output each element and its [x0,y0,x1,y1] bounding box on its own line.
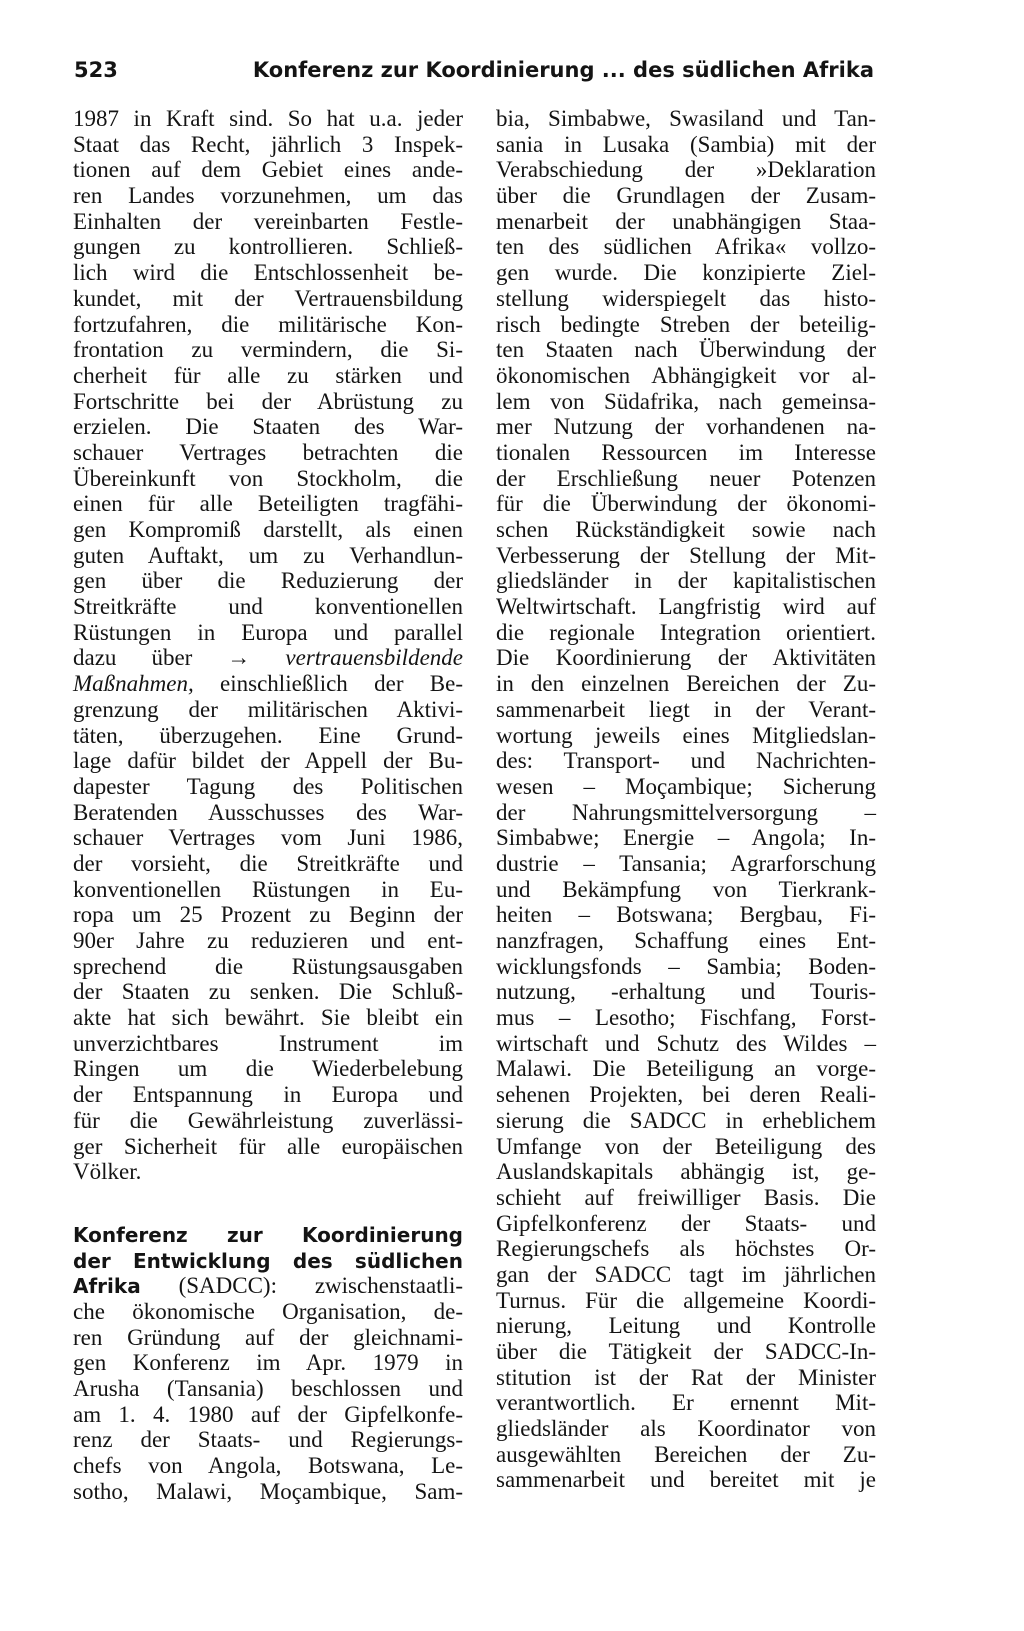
text-line: ökonomischen Abhängigkeit vor al- [496,362,876,388]
text-line [73,1248,463,1274]
text-line: der vorsieht, die Streitkräfte und [73,850,463,876]
text-line: ausgewählten Bereichen der Zu- [496,1441,876,1467]
text-line: sierung die SADCC in erheblichem [496,1107,876,1133]
text-line: lage dafür bildet der Appell der Bu- [73,748,463,774]
text-line: schen Rückständigkeit sowie nach [496,517,876,542]
text-line: gen Kompromiß darstellt, als einen [73,517,463,542]
text-line: Turnus. Für die allgemeine Koordi- [496,1287,876,1313]
left-column [73,106,463,1504]
text-line: wirtschaft und Schutz des Wildes – [496,1030,876,1056]
text-line: Verbesserung der Stellung der Mit- [496,542,876,568]
text-line: sotho, Malawi, Moçambique, Sam- [73,1478,463,1504]
text-line: Verabschiedung der »Deklaration [496,157,876,183]
text-line: am 1. 4. 1980 auf der Gipfelkonfe- [73,1401,463,1427]
text-line: stitution ist der Rat der Minister [496,1364,876,1390]
text-line: Arusha (Tansania) beschlossen und [73,1376,463,1401]
entry-title: Konferenz zur Koordinierung [73,1222,463,1247]
text-line: ren Gründung auf der gleichnami- [73,1324,463,1350]
text-line: und Bekämpfung von Tierkrank- [496,876,876,902]
text-line: nutzung, -erhaltung und Touris- [496,979,876,1005]
text-line: sehenen Projekten, bei deren Reali- [496,1082,876,1108]
text-line: gen wurde. Die konzipierte Ziel- [496,260,876,286]
entry-title: Afrika [73,1274,141,1299]
text-run: einschließlich der Be- [193,671,463,697]
text-line: die regionale Integration orientiert. [496,619,876,645]
right-column [496,106,876,1493]
text-line: ropa um 25 Prozent zu Beginn der [73,902,463,928]
text-line: che ökonomische Organisation, de- [73,1298,463,1324]
text-line: gungen zu kontrollieren. Schließ- [73,234,463,260]
text-line: nierung, Leitung und Kontrolle [496,1313,876,1339]
text-line: Gipfelkonferenz der Staats- und [496,1210,876,1236]
text-line: Die Koordinierung der Aktivitäten [496,645,876,671]
text-line: täten, überzugehen. Eine Grund- [73,722,463,748]
text-line: akte hat sich bewährt. Sie bleibt ein [73,1005,463,1031]
text-line: Umfange von der Beteiligung des [496,1133,876,1159]
text-line: verantwortlich. Er ernennt Mit- [496,1390,876,1416]
text-line: gliedsländer in der kapitalistischen [496,568,876,594]
text-line: wesen – Moçambique; Sicherung [496,773,876,799]
text-line: Völker. [73,1159,142,1185]
text-line: 1987 in Kraft sind. So hat u.a. jeder [73,106,463,131]
text-line: wicklungsfonds – Sambia; Boden- [496,953,876,979]
text-line: Ringen um die Wiederbelebung [73,1056,463,1082]
text-line: chefs von Angola, Botswana, Le- [73,1453,463,1479]
text-line: risch bedingte Streben der beteilig- [496,311,876,337]
text-line: fortzufahren, die militärische Kon- [73,311,463,337]
text-line [73,1185,463,1222]
text-line: konventionellen Rüstungen in Eu- [73,876,463,902]
text-line: ten Staaten nach Überwindung der [496,337,876,363]
text-line: der Nahrungsmittelversorgung – [496,799,876,825]
text-line: cherheit für alle zu stärken und [73,362,463,388]
text-line: renz der Staats- und Regierungs- [73,1427,463,1453]
text-line: nanzfragen, Schaffung eines Ent- [496,928,876,953]
text-line: tionalen Ressourcen im Interesse [496,439,876,465]
text-line: Beratenden Ausschusses des War- [73,799,463,825]
text-line: der Entspannung in Europa und [73,1082,463,1108]
text-line: bia, Simbabwe, Swasiland und Tan- [496,106,876,131]
text-line: der Erschließung neuer Potenzen [496,465,876,491]
text-line: frontation zu vermindern, die Si- [73,337,463,363]
text-line: Fortschritte bei der Abrüstung zu [73,388,463,414]
text-line: menarbeit der unabhängigen Staa- [496,208,876,234]
entry-title: der Entwicklung des südlichen [73,1248,463,1273]
text-line: sprechend die Rüstungsausgaben [73,953,463,979]
text-line: gliedsländer als Koordinator von [496,1416,876,1442]
text-line: stellung widerspiegelt das histo- [496,285,876,311]
text-line: des: Transport- und Nachrichten- [496,748,876,774]
text-line: schieht auf freiwilliger Basis. Die [496,1184,876,1210]
text-line: schauer Vertrages vom Juni 1986, [73,825,463,851]
text-line: erzielen. Die Staaten des War- [73,414,463,440]
text-line: lich wird die Entschlossenheit be- [73,260,463,286]
text-line: Simbabwe; Energie – Angola; In- [496,825,876,851]
text-line: Streitkräfte und konventionellen [73,594,463,620]
text-line: Malawi. Die Beteiligung an vorge- [496,1056,876,1082]
text-line: Weltwirtschaft. Langfristig wird auf [496,594,876,620]
text-line: ger Sicherheit für alle europäischen [73,1133,463,1159]
text-run: (SADCC): zwischenstaatli- [140,1273,463,1299]
text-line: ren Landes vorzunehmen, um das [73,183,463,209]
page-number: 523 [74,58,118,82]
text-line: in den einzelnen Bereichen der Zu- [496,671,876,697]
text-line: Regierungschefs als höchstes Or- [496,1236,876,1262]
text-line: einen für alle Beteiligten tragfähi- [73,491,463,517]
text-line: Einhalten der vereinbarten Festle- [73,208,463,234]
text-line: für die Gewährleistung zuverlässi- [73,1107,463,1133]
text-line [73,671,463,697]
page-header [74,58,874,90]
text-line: heiten – Botswana; Bergbau, Fi- [496,902,876,928]
text-line: sammenarbeit liegt in der Verant- [496,696,876,722]
text-line: kundet, mit der Vertrauensbildung [73,285,463,311]
text-line: für die Überwindung der ökonomi- [496,491,876,517]
text-line: ten des südlichen Afrika« vollzo- [496,234,876,260]
text-line: mus – Lesotho; Fischfang, Forst- [496,1005,876,1031]
text-line: Übereinkunft von Stockholm, die [73,465,463,491]
text-line: sania in Lusaka (Sambia) mit der [496,131,876,157]
text-line: dustrie – Tansania; Agrarforschung [496,850,876,876]
text-line [73,645,463,671]
text-line: grenzung der militärischen Aktivi- [73,696,463,722]
text-line: tionen auf dem Gebiet eines ande- [73,157,463,183]
text-line: sammenarbeit und bereitet mit je [496,1467,876,1493]
text-run: dazu über → [73,645,251,671]
text-line: Auslandskapitals abhängig ist, ge- [496,1159,876,1185]
running-title: Konferenz zur Koordinierung ... des südlichen Afrika [252,58,874,82]
text-line: schauer Vertrages betrachten die [73,439,463,465]
text-line: über die Grundlagen der Zusam- [496,183,876,209]
text-line: 90er Jahre zu reduzieren und ent- [73,928,463,953]
text-line: unverzichtbares Instrument im [73,1030,463,1056]
text-line: gen über die Reduzierung der [73,568,463,594]
text-line: dapester Tagung des Politischen [73,773,463,799]
text-line: gan der SADCC tagt im jährlichen [496,1261,876,1287]
text-line: wortung jeweils eines Mitgliedslan- [496,722,876,748]
cross-reference: vertrauensbildende [285,645,463,671]
text-line: der Staaten zu senken. Die Schluß- [73,979,463,1005]
text-line: lem von Südafrika, nach gemeinsa- [496,388,876,414]
text-line: gen Konferenz im Apr. 1979 in [73,1350,463,1376]
text-line: Rüstungen in Europa und parallel [73,619,463,645]
text-line: über die Tätigkeit der SADCC-In- [496,1339,876,1364]
text-line [73,1222,463,1248]
text-line: mer Nutzung der vorhandenen na- [496,414,876,440]
cross-reference: Maßnahmen, [73,671,194,697]
text-line: Staat das Recht, jährlich 3 Inspek- [73,131,463,157]
text-line: guten Auftakt, um zu Verhandlun- [73,542,463,568]
text-line [73,1273,463,1299]
